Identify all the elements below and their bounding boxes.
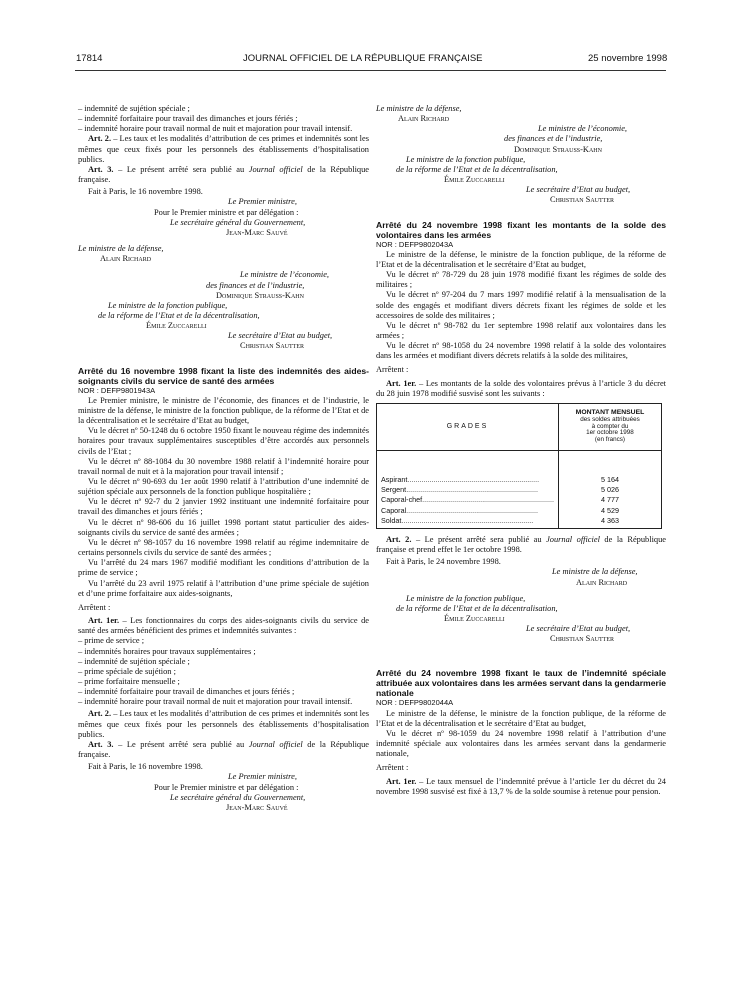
signature-fonction-publique: Le ministre de la fonction publique, de la réforme de l’Etat et de la décentralisation, Émile Zuccarelli [396, 593, 558, 624]
page-number: 17814 [76, 53, 103, 64]
leader-dots: .................................................................. [406, 505, 538, 515]
vu-clause: Vu le décret nº 98-782 du 1er septembre 1998 relatif aux volontaires dans les armées ; [376, 320, 666, 340]
leader-dots: .................................................................. [422, 495, 554, 505]
list-item: – indemnité de sujétion spéciale ; [78, 656, 190, 666]
arretent: Arrêtent : [376, 365, 409, 375]
signature-budget: Le secrétaire d’Etat au budget, Christian Sautter [526, 185, 631, 205]
preamble: Le ministre de la défense, le ministre de la fonction publique, de la réforme de l’Etat et de la décentralisation et le secrétaire d’Etat au budget, [376, 249, 666, 269]
arrete-title: Arrêté du 16 novembre 1998 fixant la liste des indemnités des aides-soignants civils du service de santé des armées [78, 365, 369, 386]
journal-title: JOURNAL OFFICIEL DE LA RÉPUBLIQUE FRANÇAISE [243, 53, 483, 64]
signature-sg: Le secrétaire général du Gouvernement, Jean-Marc Sauvé [170, 792, 306, 812]
list-item: – prime spéciale de sujétion ; [78, 666, 176, 676]
arrete-16-novembre-signatures [376, 104, 666, 206]
table-row: Aspirant.................................................................. [381, 474, 540, 484]
article-3: Art. 3. – Le présent arrêté sera publié au Journal officiel de la République française. [78, 739, 370, 760]
vu-clause: Vu le décret nº 97-204 du 7 mars 1997 modifié relatif à la mensualisation de la solde des engagés et modifiant divers décrets fixant les régimes de solde et les accessoires de solde des militaires ; [376, 290, 666, 320]
article-2: Art. 2. – Les taux et les modalités d’attribution de ces primes et indemnités sont les mêmes que ceux fixés pour les personnels des établissements d’hospitalisation publics. [78, 134, 369, 164]
table-row: Caporal.................................................................. [381, 505, 538, 515]
table-header-row [377, 403, 662, 450]
table-header-montant: MONTANT MENSUEL des soldes attribuées à compter du 1er octobre 1998 (en francs) [558, 403, 661, 450]
amount: 4 529 [600, 505, 619, 515]
amounts-cell [558, 450, 661, 528]
signature-pm: Le Premier ministre, [228, 197, 297, 207]
signature-budget: Le secrétaire d’Etat au budget, Christian Sautter [526, 624, 631, 644]
signature-defense: Le ministre de la défense, Alain Richard [376, 104, 462, 124]
vu-clause: Vu le décret nº 90-693 du 1er août 1990 relatif à l’attribution d’une indemnité de sujétion spéciale aux personnels de la fonction publique hospitalière ; [78, 477, 369, 497]
done-at: Fait à Paris, le 24 novembre 1998. [386, 557, 501, 567]
leader-dots: .................................................................. [406, 485, 538, 495]
page-header [0, 53, 731, 67]
header-rule [75, 70, 666, 71]
article-1: Art. 1er. – Les montants de la solde des volontaires prévus à l’article 3 du décret du 28 juin 1978 modifié susvisé sont les suivants : [376, 378, 666, 398]
list-item: – indemnité de sujétion spéciale ; [78, 104, 190, 113]
arretent: Arrêtent : [78, 602, 111, 612]
signature-defense: Le ministre de la défense, Alain Richard [552, 567, 638, 587]
amount: 4 777 [600, 495, 619, 505]
list-item: – indemnités horaires pour travaux supplémentaires ; [78, 646, 256, 656]
arretent: Arrêtent : [376, 763, 409, 773]
soldes-table [376, 403, 662, 529]
article-1: Art. 1er. – Le taux mensuel de l’indemnité prévue à l’article 1er du décret du 24 novembre 1998 susvisé est fixé à 13,7 % de la solde soumise à retenue pour pension. [376, 776, 666, 796]
vu-clause: Vu le décret nº 78-729 du 28 juin 1978 modifié fixant les régimes de solde des militaires ; [376, 270, 666, 290]
vu-clause: Vu l’arrêté du 23 avril 1975 relatif à l’attribution d’une prime spéciale de sujétion et d’une prime forfaitaire aux aides-soignants, [78, 578, 369, 598]
article-1: Art. 1er. – Les fonctionnaires du corps des aides-soignants civils du service de santé des armées bénéficient des primes et indemnités suivantes : [78, 616, 370, 636]
nor-code: NOR : DEFP9802044A [376, 698, 454, 708]
right-column [376, 104, 666, 797]
vu-clause: Vu l’arrêté du 24 mars 1967 modifié modifiant les conditions d’attribution de la prime de service ; [78, 558, 369, 578]
preamble: Le ministre de la défense, le ministre de la fonction publique, de la réforme de l’Etat et de la décentralisation et le secrétaire d’Etat au budget, [376, 708, 666, 728]
leader-dots: .................................................................. [401, 515, 534, 525]
signature-pm-delegation: Pour le Premier ministre et par délégation : [154, 207, 299, 217]
amount: 5 164 [600, 474, 619, 484]
nor-code: NOR : DEFP9801943A [78, 385, 156, 395]
list-item: – indemnité forfaitaire pour travail de dimanches et jours fériés ; [78, 687, 295, 697]
issue-date: 25 novembre 1998 [588, 53, 668, 64]
amount: 4 363 [600, 515, 619, 525]
done-at: Fait à Paris, le 16 novembre 1998. [88, 187, 203, 197]
signature-defense: Le ministre de la défense, Alain Richard [78, 244, 164, 264]
article-2: Art. 2. – Le présent arrêté sera publié au Journal officiel de la République française et prend effet le 1er octobre 1998. [376, 534, 666, 555]
table-header-grades: GRADES [377, 403, 559, 450]
table-body-row [377, 450, 662, 528]
arrete-title: Arrêté du 24 novembre 1998 fixant les montants de la solde des volontaires dans les armées [376, 219, 666, 240]
vu-clause: Vu le décret nº 98-1057 du 16 novembre 1998 relatif au régime indemnitaire de certains personnels civils du service de santé des armées ; [78, 537, 369, 558]
signature-fonction-publique: Le ministre de la fonction publique, de la réforme de l’Etat et de la décentralisation, Émile Zuccarelli [396, 154, 558, 185]
list-item: – prime forfaitaire mensuelle ; [78, 676, 180, 686]
vu-clause: Vu le décret nº 50-1248 du 6 octobre 1950 fixant le nouveau régime des indemnités horaires pour travaux supplémentaires susceptibles d’être accordés aux personnels civils de l’Etat ; [78, 426, 369, 456]
table-row: Caporal-chef.................................................................. [381, 495, 554, 505]
done-at: Fait à Paris, le 16 novembre 1998. [88, 762, 203, 772]
amount: 5 026 [600, 485, 619, 495]
table-row: Sergent.................................................................. [381, 485, 538, 495]
arrete-24-novembre-solde [376, 220, 666, 645]
list-item: – prime de service ; [78, 636, 145, 646]
arrete-16-novembre [78, 366, 369, 813]
vu-clause: Vu le décret nº 98-1058 du 24 novembre 1998 relatif à la solde des volontaires dans les armées et modifiant divers décrets relatifs à la solde des militaires, [376, 341, 666, 361]
spacer [376, 644, 666, 668]
arrete-title: Arrêté du 24 novembre 1998 fixant le taux de l’indemnité spéciale attribuée aux volontaires dans les armées servant dans la gendarmerie nationale [376, 668, 666, 699]
article-2: Art. 2. – Les taux et les modalités d’attribution de ces primes et indemnités sont les mêmes que ceux fixés pour les personnels des établissements d’hospitalisation publics. [78, 709, 369, 739]
signature-budget: Le secrétaire d’Etat au budget, Christian Sautter [228, 331, 333, 351]
spacer [78, 352, 369, 366]
signature-sg: Le secrétaire général du Gouvernement, Jean-Marc Sauvé [170, 217, 306, 237]
vu-clause: Vu le décret nº 98-1059 du 24 novembre 1998 relatif à l’attribution d’une indemnité spéciale aux volontaires dans les armées servant dans la gendarmerie nationale, [376, 728, 666, 759]
vu-clause: Vu le décret nº 88-1084 du 30 novembre 1988 relatif à l’indemnité horaire pour travail normal de nuit et à la majoration pour travail intensif ; [78, 456, 369, 476]
list-item: – indemnité horaire pour travail normal de nuit et majoration pour travail intensif. [78, 697, 353, 707]
spacer [376, 206, 666, 220]
left-column [78, 104, 369, 813]
list-item: – indemnité forfaitaire pour travail des dimanches et jours fériés ; [78, 114, 298, 124]
leader-dots: .................................................................. [407, 474, 540, 484]
signature-pm-delegation: Pour le Premier ministre et par délégation : [154, 782, 299, 792]
signature-fonction-publique: Le ministre de la fonction publique, de la réforme de l’Etat et de la décentralisation, Émile Zuccarelli [98, 300, 260, 331]
table-row: Soldat.................................................................. [381, 515, 534, 525]
vu-clause: Vu le décret nº 98-606 du 16 juillet 1998 portant statut particulier des aides-soignants civils du service de santé des armées ; [78, 517, 369, 537]
article-3: Art. 3. – Le présent arrêté sera publié au Journal officiel de la République française. [78, 164, 370, 185]
arrete-24-novembre-indemnite [376, 668, 666, 796]
nor-code: NOR : DEFP9802043A [376, 239, 454, 249]
signature-economie: Le ministre de l’économie, des finances et de l’industrie, Dominique Strauss-Kahn [504, 124, 628, 154]
list-item: – indemnité horaire pour travail normal de nuit et majoration pour travail intensif. [78, 124, 353, 134]
preamble: Le Premier ministre, le ministre de l’économie, des finances et de l’industrie, le ministre de la défense, le ministre de la fonction publique, de la réforme de l’Etat et de la décentralisation et le secrétaire d’Etat au budget, [78, 395, 369, 426]
vu-clause: Vu le décret nº 92-7 du 2 janvier 1992 instituant une indemnité forfaitaire pour travail des dimanches et jours fériés ; [78, 497, 369, 517]
previous-arrete-end [78, 104, 369, 352]
signature-pm: Le Premier ministre, [228, 772, 297, 782]
signature-economie: Le ministre de l’économie, des finances et de l’industrie, Dominique Strauss-Kahn [206, 270, 330, 300]
grades-cell [377, 450, 559, 528]
